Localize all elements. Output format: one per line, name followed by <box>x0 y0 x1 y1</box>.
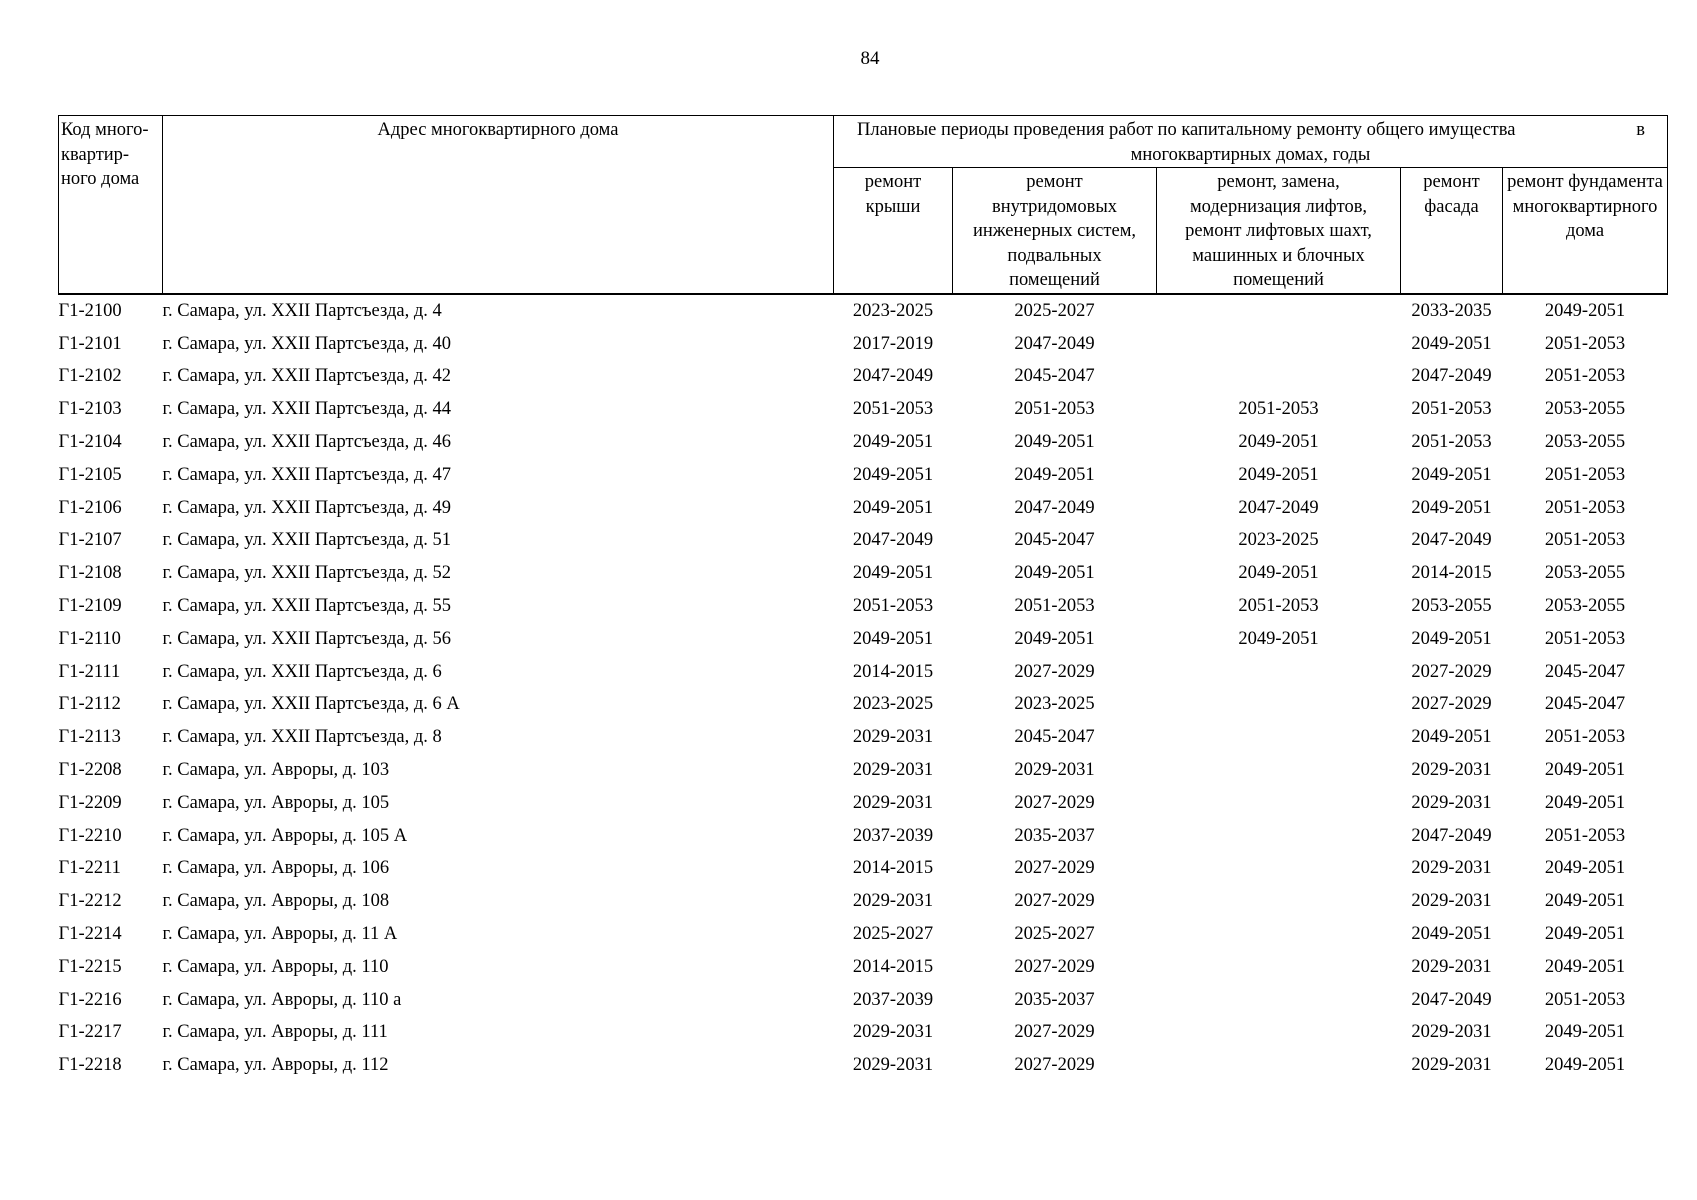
row-roof-period: 2029-2031 <box>852 727 934 748</box>
row-address: г. Самара, ул. Авроры, д. 110 а <box>162 989 402 1010</box>
row-elevators-period <box>1157 786 1401 819</box>
row-code: Г1-2107 <box>58 530 122 551</box>
table-row <box>59 360 1668 393</box>
row-roof-period: 2037-2039 <box>852 825 934 846</box>
row-roof-period: 2029-2031 <box>852 891 934 912</box>
row-foundation-period: 2051-2053 <box>1544 464 1626 485</box>
table-row <box>59 786 1668 819</box>
row-roof-period: 2051-2053 <box>852 399 934 420</box>
row-foundation-period: 2053-2055 <box>1544 563 1626 584</box>
row-engineering-period: 2029-2031 <box>1014 760 1095 781</box>
row-facade-period: 2047-2049 <box>1411 825 1492 846</box>
header-elevators-line: машинных и блочных <box>1192 245 1365 266</box>
header-elevators <box>1157 168 1401 294</box>
row-engineering-period: 2027-2029 <box>1014 1055 1095 1076</box>
table-row <box>59 655 1668 688</box>
table-row <box>59 590 1668 623</box>
row-engineering-period: 2035-2037 <box>1014 989 1095 1010</box>
row-address: г. Самара, ул. Авроры, д. 105 А <box>162 825 408 846</box>
row-engineering-period: 2045-2047 <box>1014 366 1095 387</box>
row-foundation-period: 2051-2053 <box>1544 366 1626 387</box>
header-address: Адрес многоквартирного дома <box>163 116 834 294</box>
row-address: г. Самара, ул. XXII Партсъезда, д. 8 <box>162 727 442 748</box>
row-facade-period: 2049-2051 <box>1411 924 1492 945</box>
row-facade-period: 2053-2055 <box>1411 596 1492 617</box>
row-code: Г1-2216 <box>58 989 122 1010</box>
row-facade-period: 2047-2049 <box>1411 530 1492 551</box>
row-roof-period: 2014-2015 <box>852 956 934 977</box>
header-foundation <box>1503 168 1668 294</box>
table-row <box>59 754 1668 787</box>
row-engineering-period: 2027-2029 <box>1014 1022 1095 1043</box>
row-facade-period: 2033-2035 <box>1401 294 1503 328</box>
row-address: г. Самара, ул. XXII Партсъезда, д. 51 <box>162 530 452 551</box>
page-number: 84 <box>860 48 880 69</box>
row-elevators-period <box>1157 918 1401 951</box>
row-engineering-period: 2027-2029 <box>1014 956 1095 977</box>
row-code: Г1-2208 <box>58 760 122 781</box>
row-elevators-period: 2051-2053 <box>1238 399 1319 420</box>
header-periods-line2: многоквартирных домах, годы <box>1130 144 1371 165</box>
header-roof-line: крыши <box>865 196 921 217</box>
row-code: Г1-2110 <box>58 628 121 649</box>
row-roof-period: 2014-2015 <box>852 661 934 682</box>
table-row <box>59 885 1668 918</box>
table-row <box>59 294 1668 328</box>
row-elevators-period <box>1157 950 1401 983</box>
row-foundation-period: 2053-2055 <box>1544 596 1626 617</box>
row-facade-period: 2029-2031 <box>1411 1055 1492 1076</box>
table-row <box>59 983 1668 1016</box>
table-row <box>59 393 1668 426</box>
row-address: г. Самара, ул. XXII Партсъезда, д. 42 <box>162 366 452 387</box>
row-elevators-period: 2047-2049 <box>1238 497 1319 518</box>
row-foundation-period: 2049-2051 <box>1544 792 1626 813</box>
row-code: Г1-2111 <box>58 661 121 682</box>
row-code: Г1-2217 <box>58 1022 122 1043</box>
row-code: Г1-2211 <box>58 858 121 879</box>
row-elevators-period <box>1157 1049 1401 1082</box>
row-elevators-period: 2049-2051 <box>1238 563 1319 584</box>
table-row <box>59 524 1668 557</box>
row-address: г. Самара, ул. XXII Партсъезда, д. 6 <box>162 661 442 682</box>
header-code <box>59 116 163 294</box>
row-facade-period: 2049-2051 <box>1411 464 1492 485</box>
row-facade-period: 2049-2051 <box>1411 497 1492 518</box>
row-facade-period: 2029-2031 <box>1411 858 1492 879</box>
header-periods <box>834 116 1668 168</box>
row-engineering-period: 2045-2047 <box>1014 727 1095 748</box>
row-elevators-period <box>1157 852 1401 885</box>
header-facade-line: фасада <box>1424 196 1479 217</box>
table-row <box>59 721 1668 754</box>
row-code: Г1-2108 <box>58 563 122 584</box>
row-engineering-period: 2023-2025 <box>1014 694 1095 715</box>
header-engineering-line: внутридомовых <box>991 196 1118 217</box>
row-elevators-period: 2049-2051 <box>1238 464 1319 485</box>
repair-schedule-table <box>58 115 1668 1082</box>
row-elevators-period <box>1157 1016 1401 1049</box>
row-foundation-period: 2053-2055 <box>1544 432 1626 453</box>
row-address: г. Самара, ул. XXII Партсъезда, д. 46 <box>162 432 452 453</box>
row-roof-period: 2049-2051 <box>852 497 934 518</box>
row-code: Г1-2101 <box>58 333 122 354</box>
row-address: г. Самара, ул. Авроры, д. 106 <box>162 858 390 879</box>
header-foundation-line: многоквартирного <box>1512 196 1658 217</box>
table-row <box>59 458 1668 491</box>
row-elevators-period <box>1157 885 1401 918</box>
row-elevators-period: 2049-2051 <box>1238 432 1319 453</box>
table-row <box>59 557 1668 590</box>
table-row <box>59 950 1668 983</box>
row-address: г. Самара, ул. Авроры, д. 108 <box>162 891 390 912</box>
row-engineering-period: 2045-2047 <box>1014 530 1095 551</box>
header-roof-line: ремонт <box>864 172 922 192</box>
row-elevators-period <box>1157 655 1401 688</box>
row-address: г. Самара, ул. XXII Партсъезда, д. 6 А <box>162 694 460 715</box>
table-body <box>59 294 1668 1082</box>
row-address: г. Самара, ул. Авроры, д. 105 <box>162 792 390 813</box>
header-engineering-line: ремонт <box>1026 172 1083 192</box>
row-roof-period: 2029-2031 <box>852 792 934 813</box>
row-address: г. Самара, ул. Авроры, д. 110 <box>162 956 389 977</box>
row-code: Г1-2212 <box>58 891 122 912</box>
row-foundation-period: 2053-2055 <box>1544 399 1626 420</box>
header-engineering-line: помещений <box>1009 270 1100 290</box>
row-code: Г1-2113 <box>58 727 121 748</box>
row-facade-period: 2049-2051 <box>1411 333 1492 354</box>
row-facade-period: 2051-2053 <box>1411 399 1492 420</box>
row-roof-period: 2049-2051 <box>852 563 934 584</box>
row-address: г. Самара, ул. XXII Партсъезда, д. 40 <box>162 333 452 354</box>
row-address: г. Самара, ул. XXII Партсъезда, д. 44 <box>162 399 452 420</box>
header-foundation-line: дома <box>1565 221 1605 241</box>
row-roof-period: 2047-2049 <box>852 530 934 551</box>
row-roof-period: 2025-2027 <box>852 924 934 945</box>
row-address: г. Самара, ул. XXII Партсъезда, д. 47 <box>162 464 452 485</box>
row-facade-period: 2014-2015 <box>1411 563 1492 584</box>
header-engineering-line: инженерных систем, <box>972 221 1137 241</box>
row-roof-period: 2051-2053 <box>852 596 934 617</box>
table-header <box>59 116 1668 294</box>
row-roof-period: 2049-2051 <box>852 628 934 649</box>
row-foundation-period: 2049-2051 <box>1544 760 1626 781</box>
header-facade-line: ремонт <box>1423 172 1480 192</box>
row-elevators-period <box>1157 360 1401 393</box>
row-code: Г1-2209 <box>58 792 122 813</box>
table-row <box>59 1016 1668 1049</box>
row-elevators-period <box>1157 819 1401 852</box>
row-facade-period: 2027-2029 <box>1411 661 1492 682</box>
row-foundation-period: 2051-2053 <box>1544 497 1626 518</box>
row-foundation-period: 2045-2047 <box>1544 694 1626 715</box>
header-roof <box>834 168 953 294</box>
row-foundation-period: 2051-2053 <box>1544 333 1626 354</box>
row-address: г. Самара, ул. Авроры, д. 112 <box>162 1055 389 1076</box>
row-elevators-period: 2023-2025 <box>1238 530 1319 551</box>
row-code: Г1-2104 <box>58 432 122 453</box>
row-engineering-period: 2049-2051 <box>1014 628 1095 649</box>
header-code-line: квартир- <box>61 144 130 165</box>
table-row <box>59 852 1668 885</box>
row-engineering-period: 2047-2049 <box>1014 333 1095 354</box>
row-code: Г1-2105 <box>58 464 122 485</box>
row-facade-period: 2047-2049 <box>1411 366 1492 387</box>
row-facade-period: 2029-2031 <box>1411 956 1492 977</box>
row-roof-period: 2047-2049 <box>852 366 934 387</box>
header-code-line: Код много- <box>61 120 149 140</box>
row-engineering-period: 2049-2051 <box>1014 464 1095 485</box>
table-row <box>59 426 1668 459</box>
row-foundation-period: 2049-2051 <box>1503 294 1668 328</box>
row-address: г. Самара, ул. XXII Партсъезда, д. 56 <box>162 628 452 649</box>
table-row <box>59 491 1668 524</box>
row-address: г. Самара, ул. XXII Партсъезда, д. 49 <box>162 497 452 518</box>
row-code: Г1-2109 <box>58 596 122 617</box>
row-foundation-period: 2051-2053 <box>1544 989 1626 1010</box>
header-engineering <box>953 168 1157 294</box>
row-code: Г1-2218 <box>58 1055 122 1076</box>
row-code: Г1-2106 <box>58 497 122 518</box>
row-roof-period: 2017-2019 <box>852 333 934 354</box>
row-roof-period: 2037-2039 <box>852 989 934 1010</box>
header-elevators-line: ремонт, замена, <box>1217 172 1340 192</box>
table-row <box>59 1049 1668 1082</box>
row-engineering-period: 2051-2053 <box>1014 596 1095 617</box>
row-facade-period: 2029-2031 <box>1411 792 1492 813</box>
table-row <box>59 327 1668 360</box>
row-address: г. Самара, ул. Авроры, д. 11 А <box>162 924 398 945</box>
row-facade-period: 2027-2029 <box>1411 694 1492 715</box>
row-foundation-period: 2049-2051 <box>1544 1055 1626 1076</box>
row-code: Г1-2214 <box>58 924 122 945</box>
row-elevators-period: 2049-2051 <box>1238 628 1319 649</box>
row-foundation-period: 2045-2047 <box>1544 661 1626 682</box>
table-row <box>59 688 1668 721</box>
header-periods-main: Плановые периоды проведения работ по капитальному ремонту общего имущества <box>857 120 1516 140</box>
row-engineering-period: 2047-2049 <box>1014 497 1095 518</box>
row-roof-period: 2049-2051 <box>852 432 934 453</box>
row-foundation-period: 2051-2053 <box>1544 727 1626 748</box>
row-engineering-period: 2027-2029 <box>1014 858 1095 879</box>
row-elevators-period <box>1157 688 1401 721</box>
row-foundation-period: 2051-2053 <box>1544 628 1626 649</box>
row-foundation-period: 2049-2051 <box>1544 858 1626 879</box>
header-periods-line1 <box>836 118 1665 143</box>
header-engineering-line: подвальных <box>1007 245 1102 266</box>
row-roof-period: 2029-2031 <box>852 1022 934 1043</box>
row-facade-period: 2051-2053 <box>1411 432 1492 453</box>
row-code: Г1-2100 <box>59 294 163 328</box>
row-code: Г1-2210 <box>58 825 122 846</box>
row-engineering-period: 2035-2037 <box>1014 825 1095 846</box>
row-engineering-period: 2027-2029 <box>1014 661 1095 682</box>
table-row <box>59 819 1668 852</box>
row-roof-period: 2049-2051 <box>852 464 934 485</box>
row-engineering-period: 2027-2029 <box>1014 891 1095 912</box>
row-elevators-period: 2051-2053 <box>1238 596 1319 617</box>
table-row <box>59 918 1668 951</box>
row-elevators-period <box>1157 721 1401 754</box>
header-foundation-line: ремонт фундамента <box>1507 172 1663 192</box>
row-address: г. Самара, ул. XXII Партсъезда, д. 4 <box>163 294 834 328</box>
row-foundation-period: 2049-2051 <box>1544 1022 1626 1043</box>
row-facade-period: 2029-2031 <box>1411 1022 1492 1043</box>
row-address: г. Самара, ул. XXII Партсъезда, д. 52 <box>162 563 452 584</box>
row-address: г. Самара, ул. Авроры, д. 103 <box>162 760 390 781</box>
header-facade <box>1401 168 1503 294</box>
row-code: Г1-2112 <box>58 694 121 715</box>
row-engineering-period: 2049-2051 <box>1014 432 1095 453</box>
row-roof-period: 2023-2025 <box>852 694 934 715</box>
row-foundation-period: 2049-2051 <box>1544 924 1626 945</box>
row-elevators-period <box>1157 754 1401 787</box>
row-elevators-period <box>1157 294 1401 328</box>
row-roof-period: 2023-2025 <box>834 294 953 328</box>
row-facade-period: 2047-2049 <box>1411 989 1492 1010</box>
header-periods-end: в <box>1636 120 1646 140</box>
row-address: г. Самара, ул. XXII Партсъезда, д. 55 <box>162 596 452 617</box>
row-engineering-period: 2025-2027 <box>1014 924 1095 945</box>
table-row <box>59 622 1668 655</box>
row-code: Г1-2215 <box>58 956 122 977</box>
row-engineering-period: 2027-2029 <box>1014 792 1095 813</box>
row-address: г. Самара, ул. Авроры, д. 111 <box>162 1022 388 1043</box>
row-engineering-period: 2025-2027 <box>953 294 1157 328</box>
row-code: Г1-2103 <box>58 399 122 420</box>
row-elevators-period <box>1157 327 1401 360</box>
row-elevators-period <box>1157 983 1401 1016</box>
row-engineering-period: 2049-2051 <box>1014 563 1095 584</box>
row-foundation-period: 2049-2051 <box>1544 891 1626 912</box>
row-roof-period: 2029-2031 <box>852 1055 934 1076</box>
row-engineering-period: 2051-2053 <box>1014 399 1095 420</box>
row-facade-period: 2049-2051 <box>1411 727 1492 748</box>
row-facade-period: 2029-2031 <box>1411 891 1492 912</box>
row-code: Г1-2102 <box>58 366 122 387</box>
row-facade-period: 2029-2031 <box>1411 760 1492 781</box>
row-foundation-period: 2049-2051 <box>1544 956 1626 977</box>
header-elevators-line: модернизация лифтов, <box>1189 196 1368 217</box>
row-roof-period: 2029-2031 <box>852 760 934 781</box>
header-code-line: ного дома <box>61 169 140 189</box>
header-elevators-line: ремонт лифтовых шахт, <box>1185 221 1372 241</box>
header-elevators-line: помещений <box>1233 270 1324 290</box>
row-foundation-period: 2051-2053 <box>1544 825 1626 846</box>
row-facade-period: 2049-2051 <box>1411 628 1492 649</box>
row-foundation-period: 2051-2053 <box>1544 530 1626 551</box>
row-roof-period: 2014-2015 <box>852 858 934 879</box>
